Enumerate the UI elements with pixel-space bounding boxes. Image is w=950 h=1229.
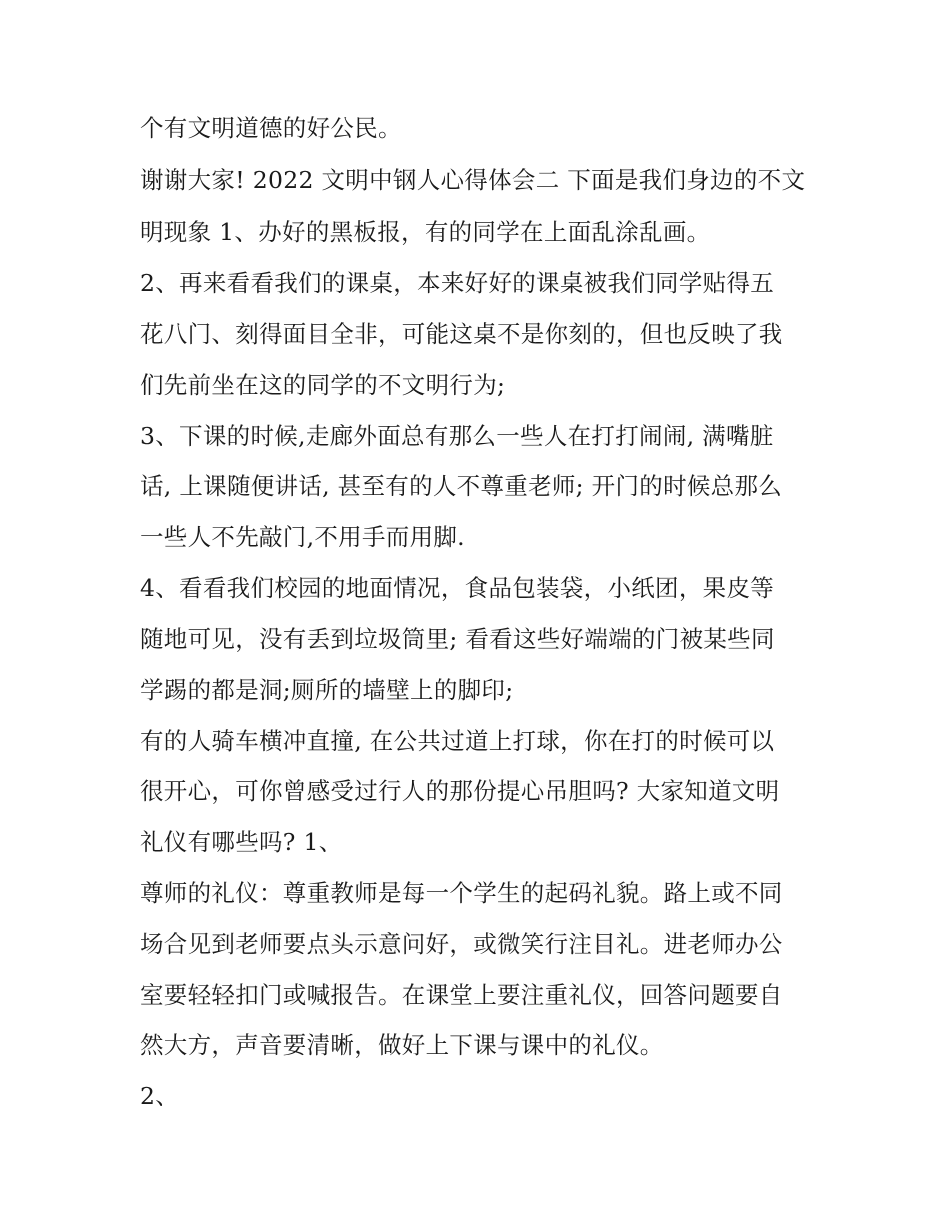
text-line: 尊师的礼仪：尊重教师是每一个学生的起码礼貌。路上或不同 bbox=[140, 879, 783, 907]
text-line: 3、下课的时候,走廊外面总有那么一些人在打打闹闹, 满嘴脏 bbox=[140, 422, 774, 450]
text-line: 们先前坐在这的同学的不文明行为; bbox=[140, 371, 506, 399]
text-line: 学踢的都是洞;厕所的墙壁上的脚印; bbox=[140, 676, 514, 704]
text-line: 谢谢大家! 2022 文明中钢人心得体会二 下面是我们身边的不文 bbox=[140, 166, 806, 194]
text-line: 然大方，声音要清晰，做好上下课与课中的礼仪。 bbox=[140, 1031, 664, 1059]
text-line: 很开心，可你曾感受过行人的那份提心吊胆吗? 大家知道文明 bbox=[140, 777, 780, 805]
text-line: 4、看看我们校园的地面情况，食品包装袋，小纸团，果皮等 bbox=[140, 574, 775, 602]
text-line: 个有文明道德的好公民。 bbox=[140, 114, 402, 142]
text-line: 有的人骑车横冲直撞, 在公共过道上打球，你在打的时候可以 bbox=[140, 727, 775, 755]
text-line: 2、 bbox=[140, 1082, 180, 1110]
text-line: 话, 上课随便讲话, 甚至有的人不尊重老师; 开门的时候总那么 bbox=[140, 472, 783, 500]
text-line: 花八门、刻得面目全非，可能这桌不是你刻的，但也反映了我 bbox=[140, 320, 783, 348]
text-line: 一些人不先敲门,不用手而用脚. bbox=[140, 523, 465, 551]
text-line: 2、再来看看我们的课桌，本来好好的课桌被我们同学贴得五 bbox=[140, 269, 775, 297]
text-line: 礼仪有哪些吗? 1、 bbox=[140, 828, 343, 856]
text-line: 场合见到老师要点头示意问好，或微笑行注目礼。进老师办公 bbox=[140, 930, 783, 958]
text-line: 随地可见，没有丢到垃圾筒里; 看看这些好端端的门被某些同 bbox=[140, 625, 775, 653]
text-line: 室要轻轻扣门或喊报告。在课堂上要注重礼仪，回答问题要自 bbox=[140, 981, 783, 1009]
text-line: 明现象 1、办好的黑板报，有的同学在上面乱涂乱画。 bbox=[140, 218, 711, 246]
